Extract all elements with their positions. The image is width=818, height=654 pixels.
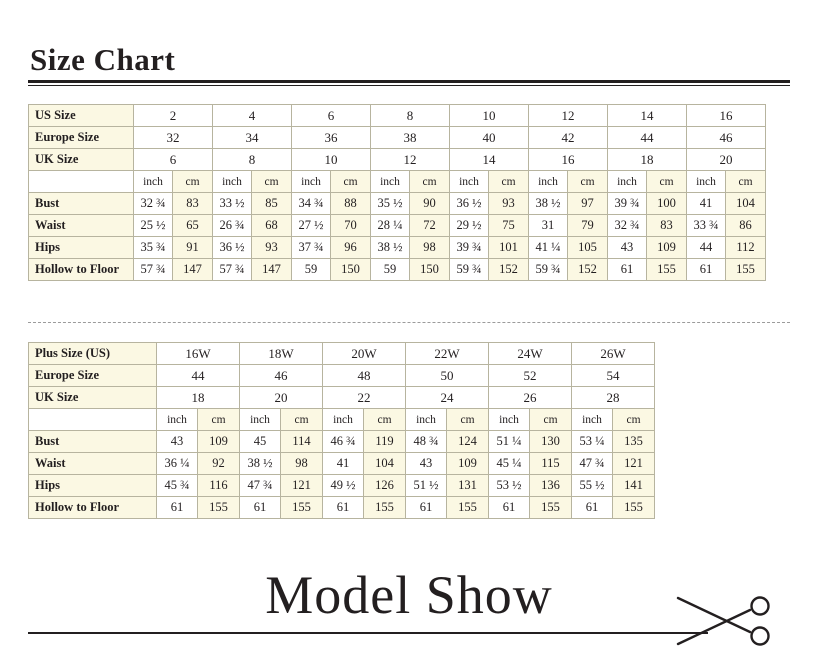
size-value: 44 [157,365,240,387]
measure-cm: 152 [489,259,529,281]
standard-size-table [28,104,766,281]
measure-inch: 36 ½ [450,193,489,215]
size-value: 16 [687,105,766,127]
footer-divider [28,632,708,634]
measure-inch: 36 ½ [213,237,252,259]
plus-size-row [29,343,655,365]
measure-inch: 61 [157,497,198,519]
measure-cm: 93 [252,237,292,259]
unit-inch: inch [406,409,447,431]
size-value: 12 [529,105,608,127]
standard-waist-row [29,215,766,237]
page-title: Size Chart [30,42,176,77]
standard-bust-row [29,193,766,215]
measure-cm: 93 [489,193,529,215]
measure-inch: 45 [240,431,281,453]
unit-inch: inch [157,409,198,431]
measure-inch: 47 ¾ [572,453,613,475]
measure-inch: 49 ½ [323,475,364,497]
plus-size-table [28,342,655,519]
measure-cm: 155 [613,497,655,519]
measure-inch: 53 ½ [489,475,530,497]
measure-inch: 32 ¾ [608,215,647,237]
measure-cm: 85 [252,193,292,215]
size-value: 2 [134,105,213,127]
measure-inch: 59 ¾ [450,259,489,281]
measure-inch: 59 ¾ [529,259,568,281]
unit-inch: inch [687,171,726,193]
measure-inch: 61 [608,259,647,281]
plus-size-table-wrapper [28,342,655,519]
measure-cm: 121 [281,475,323,497]
measure-cm: 98 [410,237,450,259]
measure-cm: 96 [331,237,371,259]
size-value: 36 [292,127,371,149]
measure-cm: 155 [364,497,406,519]
measure-inch: 38 ½ [240,453,281,475]
measure-inch: 47 ¾ [240,475,281,497]
plus-europe-size-row [29,365,655,387]
row-label: Hips [29,237,134,259]
size-value: 14 [608,105,687,127]
measure-inch: 61 [572,497,613,519]
measure-cm: 90 [410,193,450,215]
measure-inch: 28 ¼ [371,215,410,237]
measure-inch: 51 ½ [406,475,447,497]
unit-cm: cm [726,171,766,193]
size-value: 26W [572,343,655,365]
row-label: Hips [29,475,157,497]
measure-inch: 35 ¾ [134,237,173,259]
measure-inch: 41 [323,453,364,475]
measure-inch: 46 ¾ [323,431,364,453]
measure-cm: 83 [173,193,213,215]
measure-inch: 57 ¾ [213,259,252,281]
measure-inch: 48 ¾ [406,431,447,453]
plus-uk-size-row [29,387,655,409]
row-label: UK Size [29,387,157,409]
unit-inch: inch [489,409,530,431]
size-value: 10 [292,149,371,171]
unit-cm: cm [447,409,489,431]
row-label: Hollow to Floor [29,497,157,519]
measure-inch: 25 ½ [134,215,173,237]
plus-bust-row [29,431,655,453]
unit-inch: inch [213,171,252,193]
size-value: 6 [134,149,213,171]
measure-inch: 61 [489,497,530,519]
measure-cm: 91 [173,237,213,259]
row-label: Bust [29,431,157,453]
size-value: 48 [323,365,406,387]
plus-waist-row [29,453,655,475]
measure-cm: 100 [647,193,687,215]
row-label: Plus Size (US) [29,343,157,365]
measure-cm: 130 [530,431,572,453]
size-value: 46 [687,127,766,149]
measure-cm: 72 [410,215,450,237]
measure-inch: 38 ½ [529,193,568,215]
row-label: Waist [29,453,157,475]
unit-inch: inch [323,409,364,431]
standard-hollow-to-floor-row [29,259,766,281]
measure-cm: 101 [489,237,529,259]
measure-cm: 109 [647,237,687,259]
measure-cm: 92 [198,453,240,475]
measure-cm: 124 [447,431,489,453]
measure-inch: 43 [157,431,198,453]
unit-cm: cm [489,171,529,193]
measure-cm: 147 [173,259,213,281]
size-value: 24 [406,387,489,409]
measure-inch: 27 ½ [292,215,331,237]
measure-inch: 43 [406,453,447,475]
measure-cm: 126 [364,475,406,497]
measure-inch: 61 [406,497,447,519]
measure-cm: 155 [198,497,240,519]
size-value: 10 [450,105,529,127]
size-value: 18W [240,343,323,365]
measure-inch: 32 ¾ [134,193,173,215]
size-value: 18 [157,387,240,409]
measure-inch: 43 [608,237,647,259]
size-value: 8 [371,105,450,127]
measure-cm: 83 [647,215,687,237]
measure-inch: 45 ¾ [157,475,198,497]
measure-cm: 75 [489,215,529,237]
size-value: 22 [323,387,406,409]
empty-cell [29,171,134,193]
measure-inch: 34 ¾ [292,193,331,215]
unit-inch: inch [608,171,647,193]
unit-inch: inch [292,171,331,193]
measure-inch: 33 ¾ [687,215,726,237]
unit-cm: cm [198,409,240,431]
measure-cm: 155 [281,497,323,519]
measure-cm: 97 [568,193,608,215]
size-value: 44 [608,127,687,149]
empty-cell [29,409,157,431]
measure-cm: 147 [252,259,292,281]
size-value: 16 [529,149,608,171]
measure-cm: 104 [364,453,406,475]
measure-inch: 61 [323,497,364,519]
title-divider [28,80,790,86]
measure-cm: 109 [198,431,240,453]
measure-cm: 155 [530,497,572,519]
measure-inch: 31 [529,215,568,237]
standard-size-table-wrapper [28,104,766,281]
measure-cm: 116 [198,475,240,497]
measure-inch: 59 [292,259,331,281]
measure-inch: 39 ¾ [450,237,489,259]
measure-inch: 61 [687,259,726,281]
section-divider [28,322,790,323]
measure-cm: 109 [447,453,489,475]
measure-cm: 136 [530,475,572,497]
size-value: 32 [134,127,213,149]
plus-hollow-to-floor-row [29,497,655,519]
title-block [28,42,790,86]
measure-inch: 61 [240,497,281,519]
measure-inch: 41 ¼ [529,237,568,259]
size-value: 28 [572,387,655,409]
measure-inch: 38 ½ [371,237,410,259]
size-value: 22W [406,343,489,365]
measure-cm: 131 [447,475,489,497]
measure-inch: 41 [687,193,726,215]
measure-inch: 33 ½ [213,193,252,215]
row-label: Europe Size [29,127,134,149]
measure-cm: 86 [726,215,766,237]
size-value: 38 [371,127,450,149]
measure-cm: 135 [613,431,655,453]
row-label: US Size [29,105,134,127]
measure-cm: 155 [447,497,489,519]
row-label: UK Size [29,149,134,171]
size-value: 50 [406,365,489,387]
plus-hips-row [29,475,655,497]
unit-inch: inch [371,171,410,193]
unit-inch: inch [240,409,281,431]
row-label: Bust [29,193,134,215]
measure-inch: 53 ¼ [572,431,613,453]
measure-cm: 141 [613,475,655,497]
unit-inch: inch [134,171,173,193]
measure-inch: 45 ¼ [489,453,530,475]
unit-inch: inch [572,409,613,431]
size-value: 24W [489,343,572,365]
plus-unit-row [29,409,655,431]
measure-inch: 35 ½ [371,193,410,215]
measure-cm: 150 [331,259,371,281]
standard-hips-row [29,237,766,259]
measure-cm: 155 [647,259,687,281]
measure-cm: 121 [613,453,655,475]
measure-cm: 70 [331,215,371,237]
measure-cm: 150 [410,259,450,281]
measure-cm: 98 [281,453,323,475]
unit-cm: cm [647,171,687,193]
model-show-title: Model Show [265,565,553,625]
measure-inch: 29 ½ [450,215,489,237]
measure-inch: 59 [371,259,410,281]
standard-size-row [29,105,766,127]
row-label: Europe Size [29,365,157,387]
unit-cm: cm [568,171,608,193]
row-label: Hollow to Floor [29,259,134,281]
standard-europe-size-row [29,127,766,149]
scissors-icon [672,592,782,650]
size-value: 20 [240,387,323,409]
unit-cm: cm [281,409,323,431]
standard-uk-size-row [29,149,766,171]
unit-cm: cm [331,171,371,193]
size-value: 14 [450,149,529,171]
measure-cm: 88 [331,193,371,215]
size-value: 40 [450,127,529,149]
measure-cm: 79 [568,215,608,237]
size-value: 46 [240,365,323,387]
size-value: 20 [687,149,766,171]
unit-cm: cm [410,171,450,193]
size-value: 42 [529,127,608,149]
measure-inch: 44 [687,237,726,259]
unit-cm: cm [173,171,213,193]
measure-cm: 155 [726,259,766,281]
size-value: 20W [323,343,406,365]
measure-inch: 37 ¾ [292,237,331,259]
size-value: 54 [572,365,655,387]
standard-unit-row [29,171,766,193]
measure-cm: 105 [568,237,608,259]
unit-inch: inch [529,171,568,193]
size-value: 52 [489,365,572,387]
measure-cm: 65 [173,215,213,237]
measure-inch: 26 ¾ [213,215,252,237]
size-value: 26 [489,387,572,409]
measure-cm: 152 [568,259,608,281]
unit-cm: cm [530,409,572,431]
unit-inch: inch [450,171,489,193]
measure-inch: 51 ¼ [489,431,530,453]
measure-cm: 68 [252,215,292,237]
size-value: 12 [371,149,450,171]
size-value: 34 [213,127,292,149]
measure-inch: 36 ¼ [157,453,198,475]
measure-cm: 115 [530,453,572,475]
size-value: 6 [292,105,371,127]
unit-cm: cm [613,409,655,431]
size-value: 16W [157,343,240,365]
measure-cm: 119 [364,431,406,453]
measure-cm: 104 [726,193,766,215]
unit-cm: cm [364,409,406,431]
measure-inch: 39 ¾ [608,193,647,215]
size-value: 8 [213,149,292,171]
measure-inch: 55 ½ [572,475,613,497]
measure-cm: 114 [281,431,323,453]
unit-cm: cm [252,171,292,193]
size-value: 4 [213,105,292,127]
measure-cm: 112 [726,237,766,259]
size-value: 18 [608,149,687,171]
row-label: Waist [29,215,134,237]
measure-inch: 57 ¾ [134,259,173,281]
